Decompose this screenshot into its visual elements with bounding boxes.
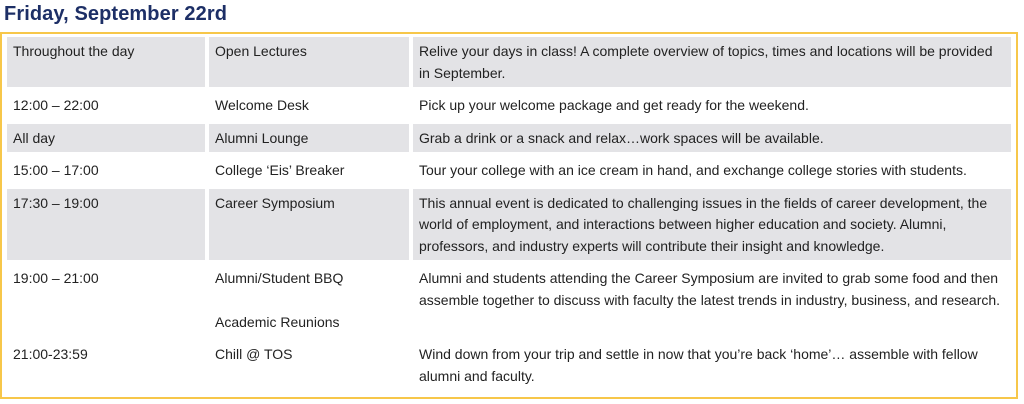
table-row — [7, 37, 1011, 87]
table-row — [7, 264, 1011, 336]
time-cell: All day — [7, 124, 205, 153]
page-title: Friday, September 22rd — [4, 3, 228, 25]
description-cell: Pick up your welcome package and get ready for the weekend. — [413, 91, 1011, 120]
event-cell: Alumni Lounge — [209, 124, 409, 153]
schedule-frame — [0, 32, 1018, 399]
description-cell: Alumni and students attending the Career Symposium are invited to grab some food and then assemble together to discuss with faculty the latest trends in industry, business, and research. — [413, 264, 1011, 336]
event-label: Alumni/Student BBQ — [215, 270, 344, 286]
description-cell: Wind down from your trip and settle in now that you’re back ‘home’… assemble with fellow alumni and faculty. — [413, 340, 1011, 390]
event-spacer — [215, 290, 403, 312]
description-cell: Tour your college with an ice cream in hand, and exchange college stories with students. — [413, 156, 1011, 185]
event-cell: Welcome Desk — [209, 91, 409, 120]
table-row — [7, 91, 1011, 120]
description-cell: Relive your days in class! A complete overview of topics, times and locations will be provided in September. — [413, 37, 1011, 87]
event-cell: Open Lectures — [209, 37, 409, 87]
event-cell: Chill @ TOS — [209, 340, 409, 390]
time-cell: 17:30 – 19:00 — [7, 189, 205, 261]
event-cell — [209, 264, 409, 336]
table-row — [7, 340, 1011, 390]
table-row — [7, 156, 1011, 185]
description-cell: This annual event is dedicated to challenging issues in the fields of career development, the world of employment, and interactions between higher education and society. Alumni, professors, and industry experts will contribute their insight and knowledge. — [413, 189, 1011, 261]
table-row — [7, 124, 1011, 153]
table-row — [7, 189, 1011, 261]
description-cell: Grab a drink or a snack and relax…work spaces will be available. — [413, 124, 1011, 153]
time-cell: 19:00 – 21:00 — [7, 264, 205, 336]
event-label-secondary: Academic Reunions — [215, 313, 340, 330]
event-cell: College ‘Eis’ Breaker — [209, 156, 409, 185]
event-cell: Career Symposium — [209, 189, 409, 261]
time-cell: 12:00 – 22:00 — [7, 91, 205, 120]
time-cell: 21:00-23:59 — [7, 340, 205, 390]
schedule-table — [3, 33, 1015, 394]
time-cell: 15:00 – 17:00 — [7, 156, 205, 185]
time-cell: Throughout the day — [7, 37, 205, 87]
